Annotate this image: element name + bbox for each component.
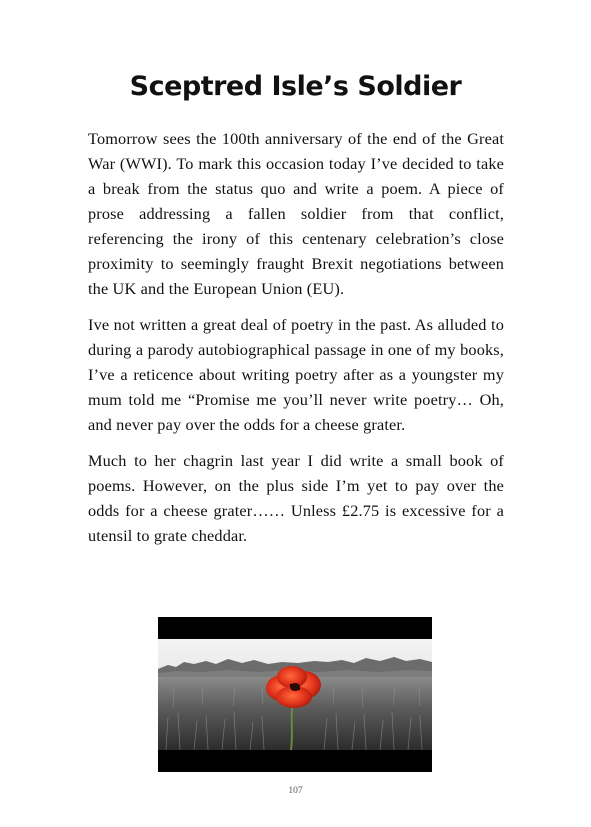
paragraph: Much to her chagrin last year I did write a small book of poems. However, on the plus side I’m yet to pay over the odds for a cheese grater…… Unless £2.75 is excessive for a utensil to grate cheddar. bbox=[88, 451, 504, 545]
photo-scene bbox=[158, 639, 432, 750]
paragraph: Tomorrow sees the 100th anniversary of the end of the Great War (WWI). To mark this occasion today I’ve decided to take a break from the status quo and write a poem. A piece of prose addressing a fallen soldier from that conflict, referencing the irony of this centenary celebration’s close proximity to seemingly fraught Brexit negotiations between the UK and the European Union (EU). bbox=[88, 129, 504, 298]
paragraph: Ive not written a great deal of poetry in the past. As alluded to during a parody autobiographical passage in one of my books, I’ve a reticence about writing poetry after as a youngster my mum told me “Promise me you’ll never write poetry… Oh, and never pay over the odds for a cheese grater. bbox=[88, 315, 504, 434]
poppy-photo bbox=[158, 617, 432, 772]
page-number: 107 bbox=[288, 786, 303, 796]
page-title: Sceptred Isle’s Soldier bbox=[129, 71, 462, 102]
body-text bbox=[88, 126, 504, 559]
